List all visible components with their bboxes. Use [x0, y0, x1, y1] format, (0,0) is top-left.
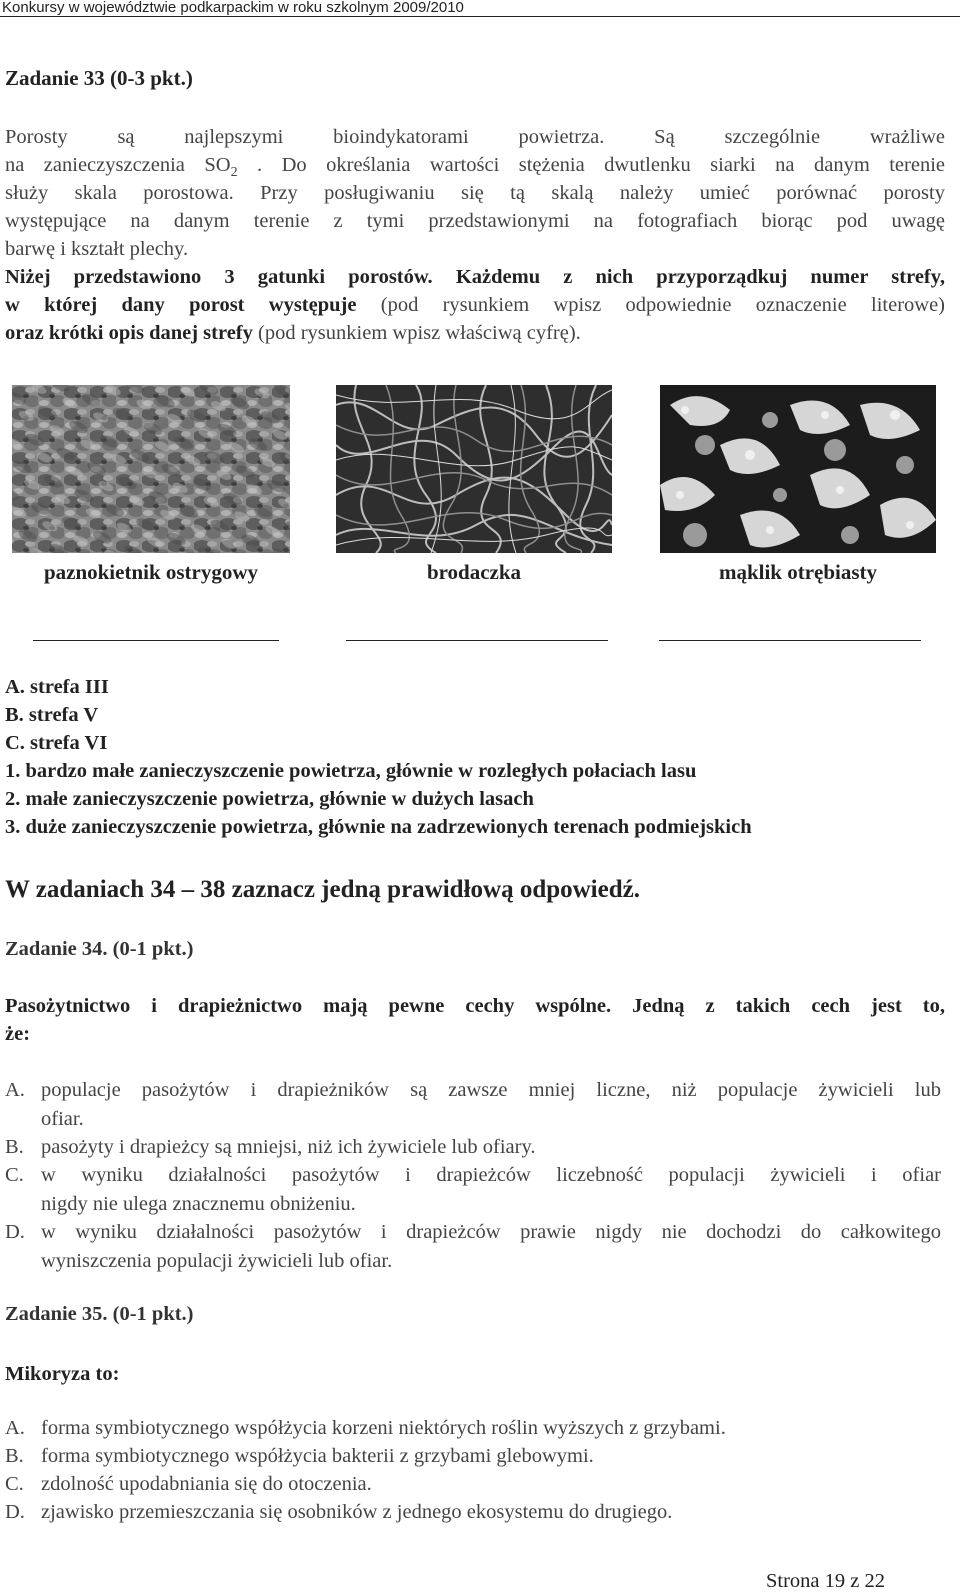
task-33-paragraph-line: na zanieczyszczenia $SO_2$ . Do określania wartości stężenia dwutlenku siarki na danym terenie: [5, 154, 945, 181]
caption-maklik: mąklik otrębiasty: [718, 560, 878, 584]
task-33-instruction-line: Niżej przedstawiono 3 gatunki porostów. Każdemu z nich przyporządkuj numer strefy,: [5, 266, 945, 288]
task-34-option-d[interactable]: D. w wyniku działalności pasożytów i drapieżców prawie nigdy nie dochodzi do całkowitego wyniszczenia populacji żywicieli lub ofiar.: [5, 1221, 941, 1272]
task-35-option-a[interactable]: A. forma symbiotycznego współżycia korzeni niektórych roślin wyższych z grzybami.: [5, 1417, 726, 1439]
zone-item: C. strefa VI: [5, 732, 108, 754]
task-33-paragraph-line: występujące na danym terenie z tymi przedstawionymi na fotografiach biorąc pod uwagę: [5, 210, 945, 232]
task-35-option-c[interactable]: C. zdolność upodabniania się do otoczenia.: [5, 1473, 372, 1495]
task-34-question-line: że:: [5, 1023, 31, 1045]
page-number: Strona 19 z 22: [766, 1570, 885, 1592]
task-34-title: Zadanie 34. (0-1 pkt.): [5, 938, 194, 960]
task-35-option-d[interactable]: D. zjawisko przemieszczania się osobników z jednego ekosystemu do drugiego.: [5, 1501, 673, 1523]
lichen-photo-brodaczka: [336, 385, 612, 553]
page-header: Konkursy w województwie podkarpackim w roku szkolnym 2009/2010: [0, 0, 960, 17]
zone-description: 3. duże zanieczyszczenie powietrza, głównie na zadrzewionych terenach podmiejskich: [5, 816, 752, 838]
zone-description: 2. małe zanieczyszczenie powietrza, głównie w dużych lasach: [5, 788, 534, 810]
task-35-option-b[interactable]: B. forma symbiotycznego współżycia bakterii z grzybami glebowymi.: [5, 1445, 594, 1467]
zone-description: 1. bardzo małe zanieczyszczenie powietrza, głównie w rozległych połaciach lasu: [5, 760, 697, 782]
lichen-photo-paznokietnik: [12, 385, 290, 553]
task-35-title: Zadanie 35. (0-1 pkt.): [5, 1303, 194, 1325]
caption-brodaczka: brodaczka: [426, 560, 522, 584]
answer-blank-maklik[interactable]: [659, 640, 921, 641]
task-33-paragraph-line: służy skala porostowa. Przy posługiwaniu się tą skalą należy umieć porównać porosty: [5, 182, 945, 204]
task-34-option-b[interactable]: B. pasożyty i drapieżcy są mniejsi, niż ich żywiciele lub ofiary.: [5, 1136, 536, 1158]
task-34-option-a[interactable]: A. populacje pasożytów i drapieżników są zawsze mniej liczne, niż populacje żywicieli lub ofiar.: [5, 1079, 941, 1130]
answer-blank-brodaczka[interactable]: [346, 640, 608, 641]
caption-paznokietnik: paznokietnik ostrygowy: [43, 560, 259, 584]
answer-blank-paznokietnik[interactable]: [33, 640, 279, 641]
zone-item: A. strefa III: [5, 676, 109, 698]
section-instruction: W zadaniach 34 – 38 zaznacz jedną prawidłową odpowiedź.: [5, 876, 640, 903]
task-33-paragraph-line: Porosty są najlepszymi bioindykatorami powietrza. Są szczególnie wrażliwe: [5, 126, 945, 148]
zone-item: B. strefa V: [5, 704, 99, 726]
task-35-question: Mikoryza to:: [5, 1363, 120, 1385]
task-33-paragraph-line: barwę i kształt plechy.: [5, 238, 189, 260]
task-34-question-line: Pasożytnictwo i drapieżnictwo mają pewne cechy wspólne. Jedną z takich cech jest to,: [5, 995, 945, 1017]
task-33-instruction-line: oraz krótki opis danej strefy (pod rysunkiem wpisz właściwą cyfrę).: [5, 322, 581, 344]
task-33-title: Zadanie 33 (0-3 pkt.): [5, 66, 193, 90]
task-34-option-c[interactable]: C. w wyniku działalności pasożytów i drapieżców liczebność populacji żywicieli i ofiar nigdy nie ulega znacznemu obniżeniu.: [5, 1164, 941, 1215]
lichen-photo-maklik: [660, 385, 936, 553]
task-33-instruction-line: w której dany porost występuje (pod rysunkiem wpisz odpowiednie oznaczenie literowe): [5, 294, 946, 316]
